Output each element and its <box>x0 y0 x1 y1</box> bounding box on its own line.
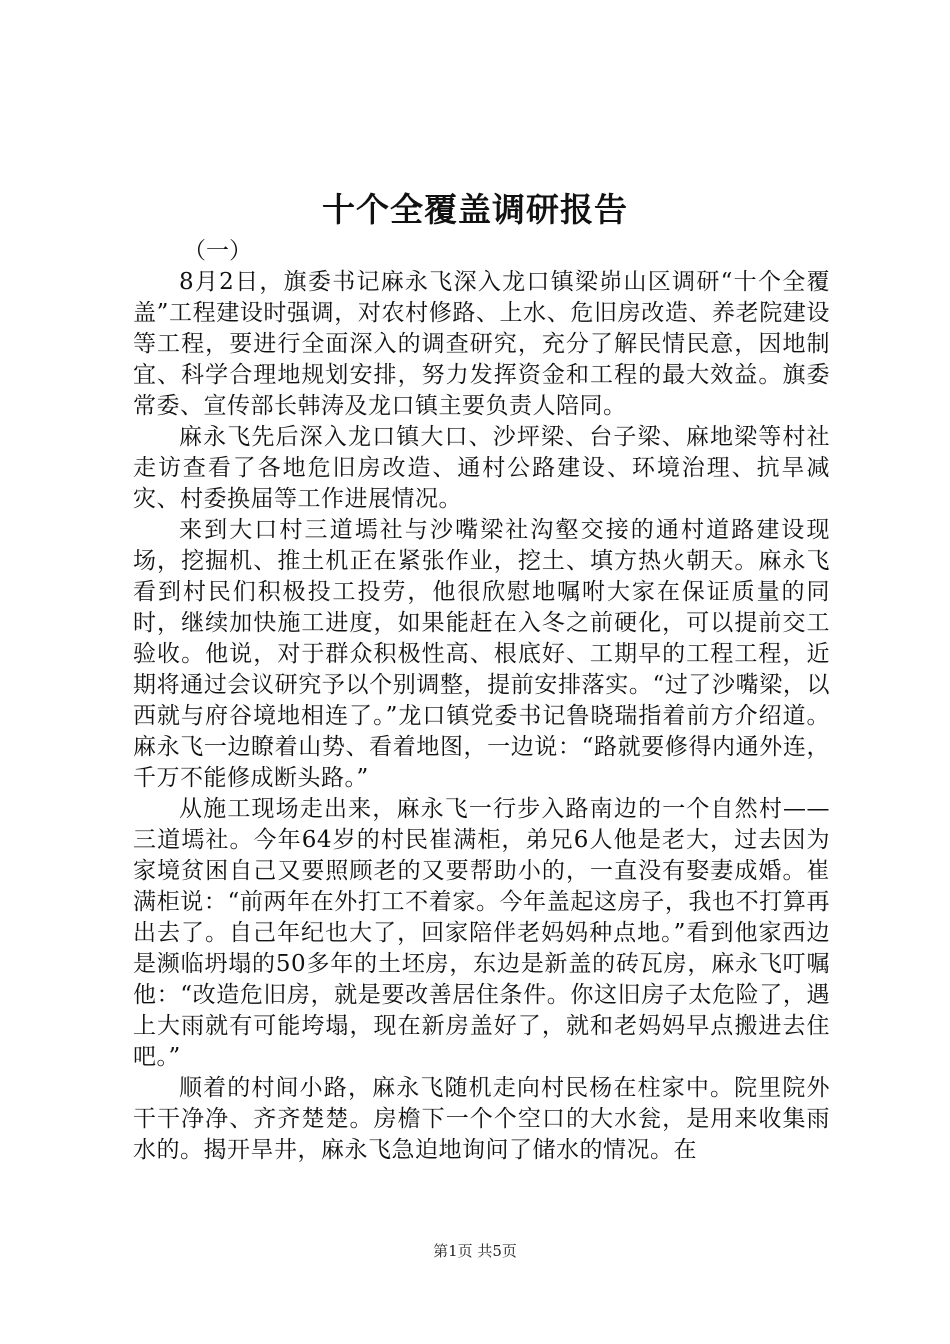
paragraph: 8月2日，旗委书记麻永飞深入龙口镇梁峁山区调研“十个全覆盖”工程建设时强调，对农村修路、上水、危旧房改造、养老院建设等工程，要进行全面深入的调查研究，充分了解民情民意，因地制宜、科学合理地规划安排，努力发挥资金和工程的最大效益。旗委常委、宣传部长韩涛及龙口镇主要负责人陪同。 <box>133 269 830 419</box>
document-body <box>133 236 830 1166</box>
paragraph: 从施工现场走出来，麻永飞一行步入路南边的一个自然村——三道墕社。今年64岁的村民崔满柜，弟兄6人他是老大，过去因为家境贫困自己又要照顾老的又要帮助小的，一直没有娶妻成婚。崔满柜说：“前两年在外打工不着家。今年盖起这房子，我也不打算再出去了。自己年纪也大了，回家陪伴老妈妈种点地。”看到他家西边是濒临坍塌的50多年的土坯房，东边是新盖的砖瓦房，麻永飞叮嘱他：“改造危旧房，就是要改善居住条件。你这旧房子太危险了，遇上大雨就有可能垮塌，现在新房盖好了，就和老妈妈早点搬进去住吧。” <box>133 796 830 1070</box>
section-label: （一） <box>183 238 252 264</box>
paragraph: 顺着的村间小路，麻永飞随机走向村民杨在柱家中。院里院外干干净净、齐齐楚楚。房檐下一个个空口的大水瓮，是用来收集雨水的。揭开旱井，麻永飞急迫地询问了储水的情况。在 <box>133 1075 830 1163</box>
paragraph: 麻永飞先后深入龙口镇大口、沙坪梁、台子梁、麻地梁等村社走访查看了各地危旧房改造、通村公路建设、环境治理、抗旱减灾、村委换届等工作进展情况。 <box>133 424 830 512</box>
document-title: 十个全覆盖调研报告 <box>322 190 628 229</box>
paragraph: 来到大口村三道墕社与沙嘴梁社沟壑交接的通村道路建设现场，挖掘机、推土机正在紧张作业，挖土、填方热火朝天。麻永飞看到村民们积极投工投劳，他很欣慰地嘱咐大家在保证质量的同时，继续加快施工进度，如果能赶在入冬之前硬化，可以提前交工验收。他说，对于群众积极性高、根底好、工期早的工程工程，近期将通过会议研究予以个别调整，提前安排落实。“过了沙嘴梁，以西就与府谷境地相连了。”龙口镇党委书记鲁晓瑞指着前方介绍道。麻永飞一边瞭着山势、看着地图，一边说：“路就要修得内通外连，千万不能修成断头路。” <box>133 517 830 791</box>
page-number-footer: 第1页 共5页 <box>433 1242 517 1260</box>
